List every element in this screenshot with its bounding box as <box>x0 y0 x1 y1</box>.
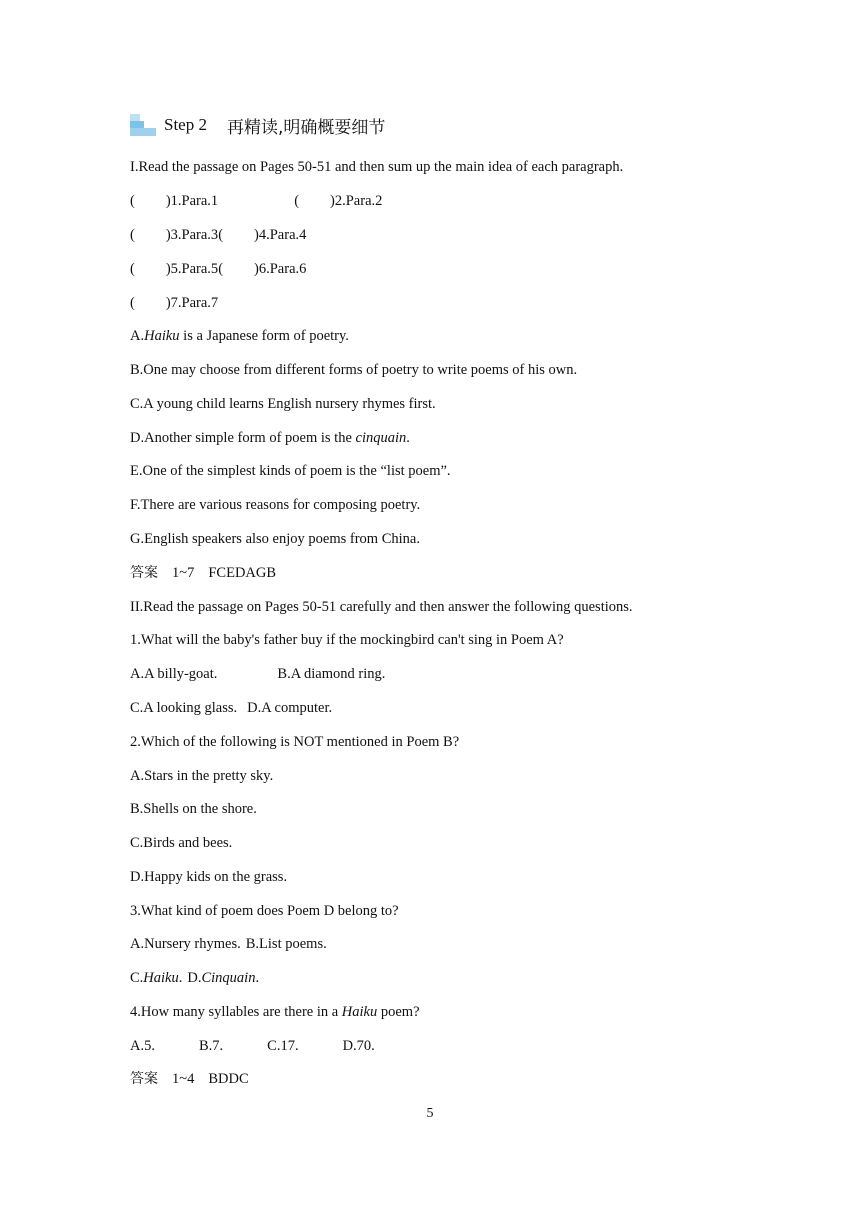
q3-option-c-end: . <box>178 970 183 986</box>
para-label-7: )7.Para.7 <box>165 295 219 311</box>
question-1: 1.What will the baby's father buy if the mockingbird can't sing in Poem A? <box>130 632 564 648</box>
para-label-2: )2.Para.2 <box>330 193 383 209</box>
option-e: E.One of the simplest kinds of poem is the “list poem”. <box>130 463 451 479</box>
part1-answer <box>130 564 276 582</box>
answer-blank-7: ( <box>130 295 135 311</box>
answer-value: BDDC <box>208 1071 249 1087</box>
option-a <box>130 327 349 345</box>
option-a-italic: Haiku <box>144 328 180 344</box>
q3-option-c-prefix: C. <box>130 970 144 986</box>
question-4 <box>130 1003 420 1021</box>
q3-option-b: B.List poems. <box>245 936 327 952</box>
para-label-4: )4.Para.4 <box>254 227 307 243</box>
step-label: Step 2 <box>164 115 207 134</box>
q2-option-d: D.Happy kids on the grass. <box>130 869 288 885</box>
q1-option-a: A.A billy-goat. <box>130 666 218 682</box>
q3-option-c-italic: Haiku <box>143 970 179 986</box>
q2-option-c: C.Birds and bees. <box>130 835 233 851</box>
option-f: F.There are various reasons for composing poetry. <box>130 497 421 513</box>
q4-option-c: C.17. <box>267 1038 299 1054</box>
para-row-4 <box>130 294 218 312</box>
answer-range: 1~4 <box>172 1071 195 1087</box>
step-title: 再精读,明确概要细节 <box>226 117 386 138</box>
para-row-3 <box>130 260 306 278</box>
q2-option-b: B.Shells on the shore. <box>130 801 257 817</box>
para-label-3: )3.Para.3 <box>165 227 219 243</box>
option-d-end: . <box>406 430 410 446</box>
q3-option-d-prefix: D. <box>187 970 202 986</box>
answer-value: FCEDAGB <box>208 565 277 581</box>
q4-option-a: A.5. <box>130 1038 155 1054</box>
option-d-italic: cinquain <box>355 430 407 446</box>
para-label-6: )6.Para.6 <box>254 261 307 277</box>
q4-option-d: D.70. <box>342 1038 375 1054</box>
step-header <box>130 112 385 138</box>
answer-label: 答案 <box>130 1071 158 1087</box>
option-g: G.English speakers also enjoy poems from China. <box>130 531 420 547</box>
para-label-5: )5.Para.5 <box>165 261 219 277</box>
q3-options-row-2 <box>130 969 259 987</box>
option-d-text: D.Another simple form of poem is the <box>130 430 356 446</box>
option-d <box>130 429 410 447</box>
answer-blank-2: ( <box>294 193 300 209</box>
option-b: B.One may choose from different forms of poetry to write poems of his own. <box>130 362 578 378</box>
para-row-1 <box>130 192 382 210</box>
option-a-rest: is a Japanese form of poetry. <box>179 328 349 344</box>
q1-options-row-2 <box>130 699 332 717</box>
answer-blank-4: ( <box>218 227 224 243</box>
answer-blank-5: ( <box>130 261 135 277</box>
answer-range: 1~7 <box>172 565 195 581</box>
q3-option-d-end: . <box>255 970 260 986</box>
q4-question-italic: Haiku <box>341 1004 378 1020</box>
q3-option-a: A.Nursery rhymes. <box>130 936 241 952</box>
part1-instruction: I.Read the passage on Pages 50-51 and then sum up the main idea of each paragraph. <box>130 159 624 175</box>
q3-option-d-italic: Cinquain <box>201 970 256 986</box>
option-a-prefix: A. <box>130 328 145 344</box>
q2-option-a: A.Stars in the pretty sky. <box>130 768 274 784</box>
para-label-1: )1.Para.1 <box>165 193 219 209</box>
q1-option-b: B.A diamond ring. <box>277 666 386 682</box>
question-3: 3.What kind of poem does Poem D belong to? <box>130 903 399 919</box>
q1-option-c: C.A looking glass. <box>130 700 238 716</box>
q4-options-row <box>130 1037 375 1055</box>
q4-question-end: poem? <box>377 1004 420 1020</box>
answer-blank-3: ( <box>130 227 135 243</box>
answer-blank-1: ( <box>130 193 135 209</box>
answer-label: 答案 <box>130 565 158 581</box>
question-2: 2.Which of the following is NOT mentioned in Poem B? <box>130 734 460 750</box>
part2-answer <box>130 1070 249 1088</box>
answer-blank-6: ( <box>218 261 224 277</box>
para-row-2 <box>130 226 306 244</box>
option-c: C.A young child learns English nursery rhymes first. <box>130 396 436 412</box>
q3-options-row-1 <box>130 935 327 953</box>
q4-option-b: B.7. <box>198 1038 224 1054</box>
q4-question-start: 4.How many syllables are there in a <box>130 1004 342 1020</box>
page-number: 5 <box>426 1106 434 1121</box>
step-bars-icon <box>130 114 156 136</box>
part2-instruction: II.Read the passage on Pages 50-51 carefully and then answer the following questions. <box>130 599 633 615</box>
q1-options-row-1 <box>130 665 385 683</box>
q1-option-d: D.A computer. <box>247 700 333 716</box>
